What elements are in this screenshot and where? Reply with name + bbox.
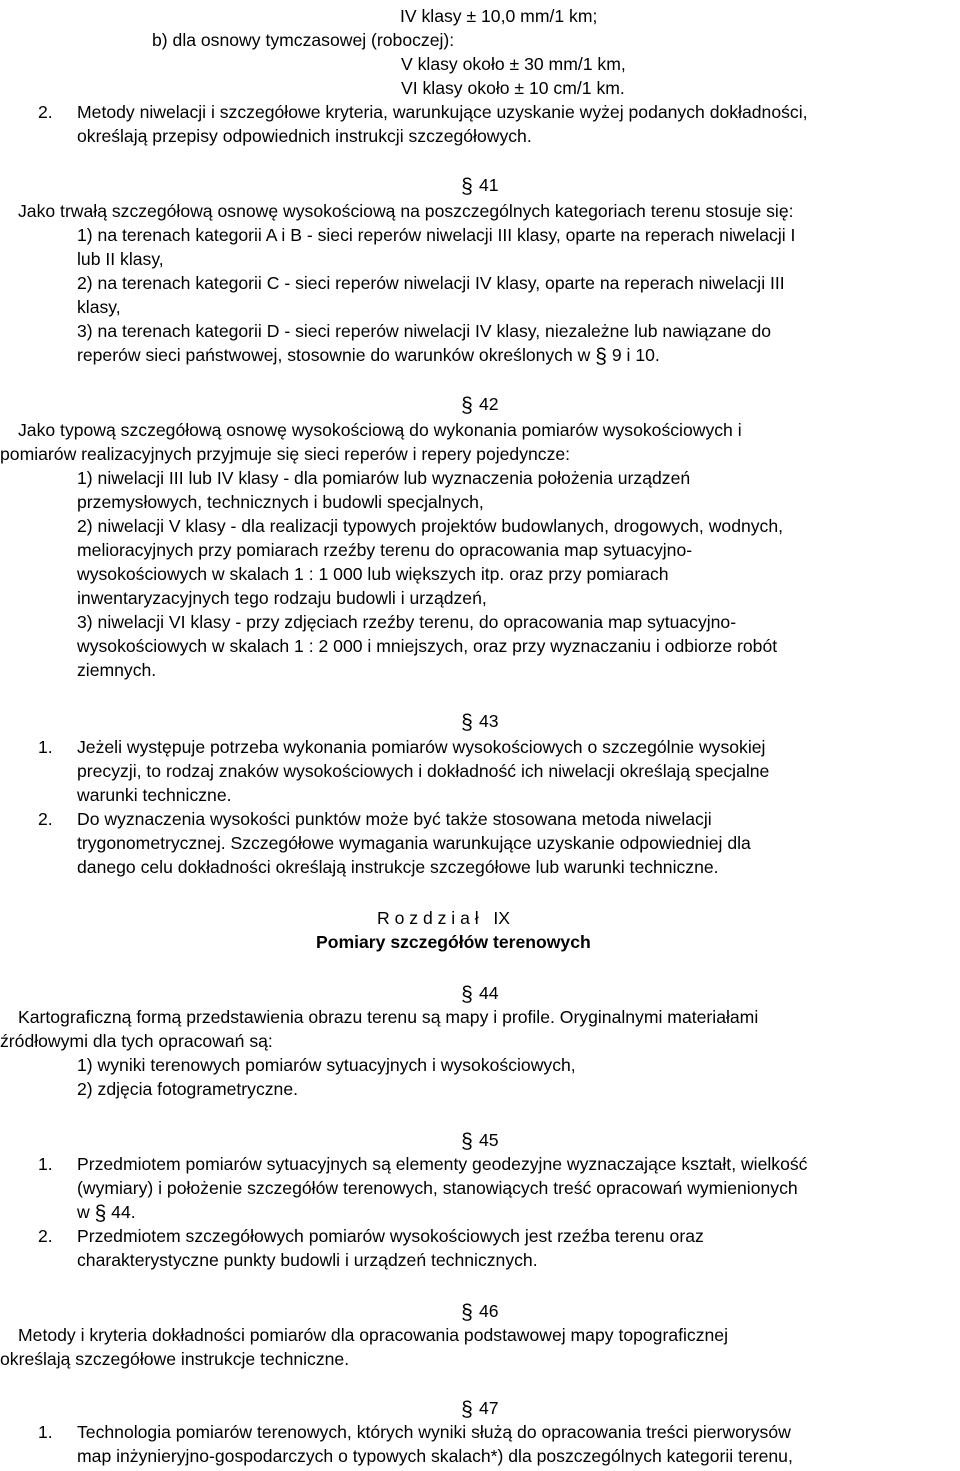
section-sign-icon: § bbox=[461, 1398, 473, 1421]
text-line: warunki techniczne. bbox=[77, 785, 232, 805]
list-number: 2. bbox=[38, 809, 53, 829]
list-number: 2. bbox=[38, 1226, 53, 1246]
text-line: VI klasy około ± 10 cm/1 km. bbox=[401, 78, 625, 98]
section-heading-46 bbox=[459, 1299, 499, 1323]
section-sign-icon: § bbox=[94, 1202, 107, 1225]
section-heading-41 bbox=[459, 173, 499, 197]
text-line: map inżynieryjno-gospodarczych o typowych skalach*) dla poszczególnych kategorii terenu, bbox=[77, 1446, 793, 1466]
list-number: 1. bbox=[38, 1154, 53, 1174]
text-line: Technologia pomiarów terenowych, których wyniki służą do opracowania treści pierworysów bbox=[77, 1422, 791, 1442]
section-heading-44 bbox=[459, 981, 499, 1005]
section-reference: 44. bbox=[111, 1202, 136, 1222]
text-line: Metody i kryteria dokładności pomiarów dla opracowania podstawowej mapy topograficznej bbox=[18, 1325, 728, 1345]
section-heading-47 bbox=[459, 1396, 499, 1420]
section-sign-icon: § bbox=[595, 345, 607, 368]
text-line: charakterystyczne punkty budowli i urządzeń technicznych. bbox=[77, 1250, 538, 1270]
chapter-label: R o z d z i a ł IX bbox=[377, 908, 510, 928]
text-line: 1) niwelacji III lub IV klasy - dla pomiarów lub wyznaczenia położenia urządzeń bbox=[77, 468, 691, 488]
text-line: reperów sieci państwowej, stosownie do warunków określonych w § 9 i 10. bbox=[77, 345, 660, 368]
section-sign-icon: § bbox=[461, 711, 473, 734]
text-line: 3) niwelacji VI klasy - przy zdjęciach rzeźby terenu, do opracowania map sytuacyjno- bbox=[77, 612, 737, 632]
text-line: 1) wyniki terenowych pomiarów sytuacyjnych i wysokościowych, bbox=[77, 1055, 576, 1075]
text-line: 1) na terenach kategorii A i B - sieci reperów niwelacji III klasy, oparte na reperach niwelacji I bbox=[77, 225, 796, 245]
text-line: precyzji, to rodzaj znaków wysokościowych i dokładność ich niwelacji określają specjalne bbox=[77, 761, 770, 781]
text-line: Metody niwelacji i szczegółowe kryteria, warunkujące uzyskanie wyżej podanych dokładności, bbox=[77, 102, 808, 122]
text-line: Jeżeli występuje potrzeba wykonania pomiarów wysokościowych o szczególnie wysokiej bbox=[77, 737, 766, 757]
section-number: 45 bbox=[479, 1130, 499, 1150]
text-line: danego celu dokładności określają instrukcje szczegółowe lub warunki techniczne. bbox=[77, 857, 719, 877]
text-line: inwentaryzacyjnych tego rodzaju budowli i urządzeń, bbox=[77, 588, 487, 608]
text-line: Jako typową szczegółową osnowę wysokościową do wykonania pomiarów wysokościowych i bbox=[18, 420, 742, 440]
text-line: 2) zdjęcia fotogrametryczne. bbox=[77, 1079, 298, 1099]
text-line: określają szczegółowe instrukcje techniczne. bbox=[0, 1349, 350, 1369]
section-number: 47 bbox=[479, 1398, 499, 1418]
text-line: Przedmiotem pomiarów sytuacyjnych są elementy geodezyjne wyznaczające kształt, wielkość bbox=[77, 1154, 808, 1174]
text-line: Przedmiotem szczegółowych pomiarów wysokościowych jest rzeźba terenu oraz bbox=[77, 1226, 704, 1246]
chapter-title: Pomiary szczegółów terenowych bbox=[316, 932, 591, 952]
text-line: V klasy około ± 30 mm/1 km, bbox=[401, 54, 626, 74]
text-line: w § 44. bbox=[77, 1202, 136, 1225]
text-line: pomiarów realizacyjnych przyjmuje się sieci reperów i repery pojedyncze: bbox=[0, 444, 571, 464]
section-number: 41 bbox=[479, 175, 499, 195]
text-line: IV klasy ± 10,0 mm/1 km; bbox=[400, 6, 598, 26]
text-line: określają przepisy odpowiednich instrukcji szczegółowych. bbox=[77, 126, 532, 146]
section-number: 43 bbox=[479, 711, 499, 731]
section-number: 42 bbox=[479, 394, 499, 414]
text-line: źródłowymi dla tych opracowań są: bbox=[0, 1031, 273, 1051]
text-line: Jako trwałą szczegółową osnowę wysokościową na poszczególnych kategoriach terenu stosuje się: bbox=[18, 201, 794, 221]
section-reference: 9 i 10. bbox=[611, 345, 660, 365]
text-line: trygonometrycznej. Szczegółowe wymagania warunkujące uzyskanie odpowiedniej dla bbox=[77, 833, 751, 853]
section-sign-icon: § bbox=[461, 175, 473, 198]
text-line: 3) na terenach kategorii D - sieci reperów niwelacji IV klasy, niezależne lub nawiązane do bbox=[77, 321, 772, 341]
text-line: klasy, bbox=[77, 297, 121, 317]
text-line: wysokościowych w skalach 1 : 2 000 i mniejszych, oraz przy wyznaczaniu i odbiorze robót bbox=[77, 636, 778, 656]
section-sign-icon: § bbox=[461, 983, 473, 1006]
text-line: 2) na terenach kategorii C - sieci reperów niwelacji IV klasy, oparte na reperach niwelacji III bbox=[77, 273, 785, 293]
text-line: melioracyjnych przy pomiarach rzeźby terenu do opracowania map sytuacyjno- bbox=[77, 540, 693, 560]
section-sign-icon: § bbox=[461, 1130, 473, 1153]
text-line: lub II klasy, bbox=[77, 249, 164, 269]
list-number: 1. bbox=[38, 1422, 53, 1442]
list-number: 1. bbox=[38, 737, 53, 757]
section-number: 44 bbox=[479, 983, 499, 1003]
text-line: ziemnych. bbox=[77, 660, 157, 680]
list-number: 2. bbox=[38, 102, 53, 122]
section-sign-icon: § bbox=[461, 1301, 473, 1324]
section-heading-43 bbox=[459, 709, 499, 733]
text-line: 2) niwelacji V klasy - dla realizacji typowych projektów budowlanych, drogowych, wodnych, bbox=[77, 516, 784, 536]
text-line: wysokościowych w skalach 1 : 1 000 lub większych itp. oraz przy pomiarach bbox=[77, 564, 669, 584]
text-line: przemysłowych, technicznych i budowli specjalnych, bbox=[77, 492, 484, 512]
text-line: b) dla osnowy tymczasowej (roboczej): bbox=[152, 30, 455, 50]
section-heading-45 bbox=[459, 1128, 499, 1152]
text-line: Kartograficzną formą przedstawienia obrazu terenu są mapy i profile. Oryginalnymi materiałami bbox=[18, 1007, 759, 1027]
section-heading-42 bbox=[459, 392, 499, 416]
section-sign-icon: § bbox=[461, 394, 473, 417]
section-number: 46 bbox=[479, 1301, 499, 1321]
text-line: (wymiary) i położenie szczegółów terenowych, stanowiących treść opracowań wymienionych bbox=[77, 1178, 798, 1198]
text-line: Do wyznaczenia wysokości punktów może być także stosowana metoda niwelacji bbox=[77, 809, 712, 829]
